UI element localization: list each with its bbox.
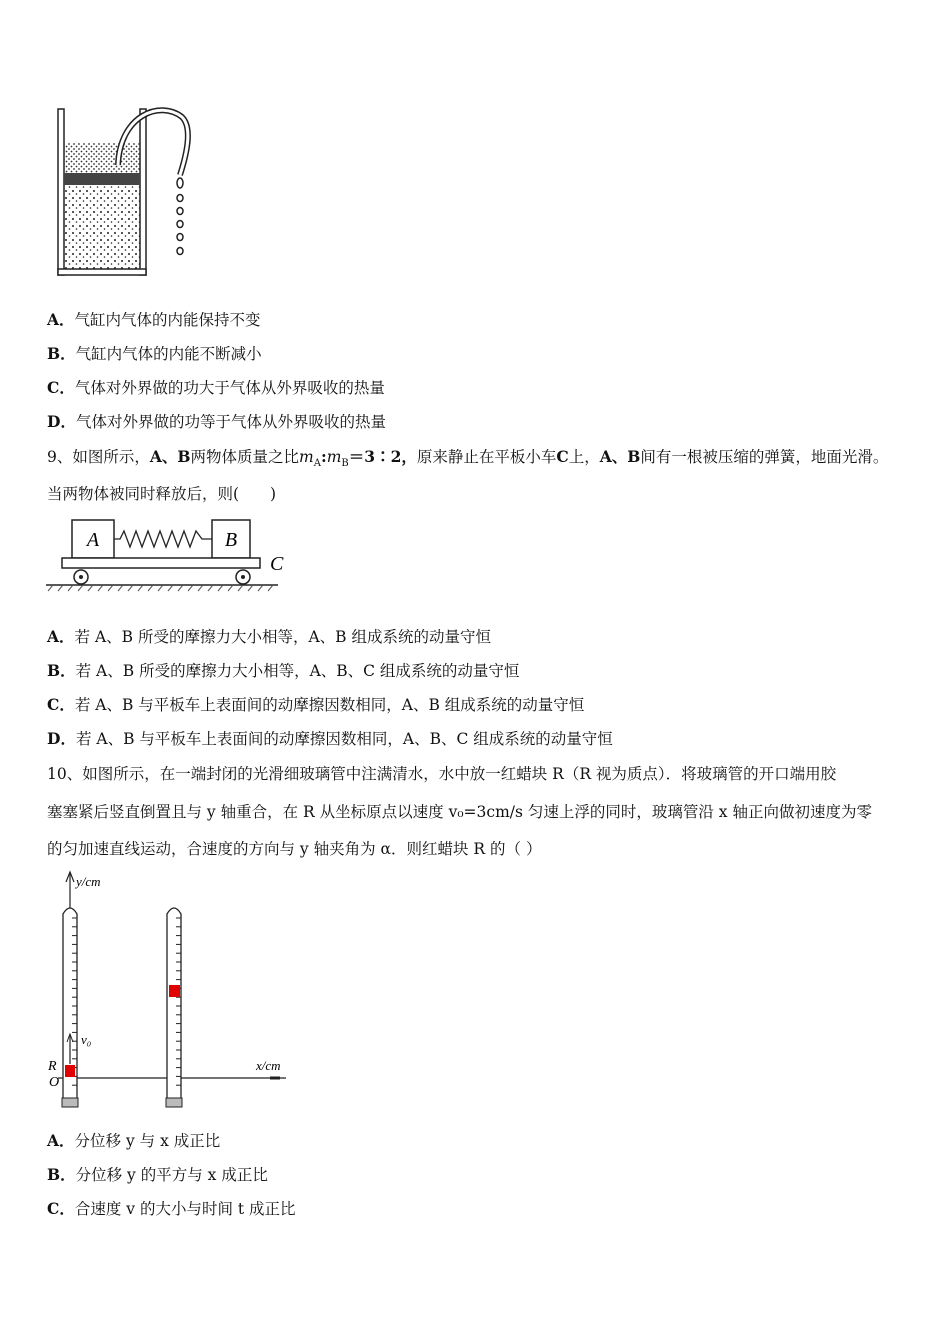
cart-figure — [44, 516, 294, 596]
x-axis-label: x/cm — [256, 1058, 281, 1073]
q9-option-b: B．若 A、B 所受的摩擦力大小相等，A、B、C 组成系统的动量守恒 — [47, 661, 520, 680]
q8-option-b: B．气缸内气体的内能不断减小 — [47, 344, 262, 363]
q10-stem-line2: 塞塞紧后竖直倒置且与 y 轴重合，在 R 从坐标原点以速度 v₀=3cm/s 匀速上浮的同时，玻璃管沿 x 轴正向做初速度为零 — [47, 803, 872, 821]
y-axis-label: y/cm — [76, 874, 101, 889]
q9-option-c: C．若 A、B 与平板车上表面间的动摩擦因数相同，A、B 组成系统的动量守恒 — [47, 695, 585, 714]
q9-stem-line2: 当两物体被同时释放后，则( ) — [47, 485, 277, 503]
q10-option-b: B．分位移 y 的平方与 x 成正比 — [47, 1165, 268, 1184]
q9-option-d: D．若 A、B 与平板车上表面间的动摩擦因数相同，A、B、C 组成系统的动量守恒 — [47, 729, 613, 748]
tube-figure — [44, 868, 294, 1114]
r-label: R — [48, 1059, 57, 1074]
q8-option-d: D．气体对外界做的功等于气体从外界吸收的热量 — [47, 412, 386, 431]
block-a-label: A — [86, 529, 100, 551]
q8-option-a: A．气缸内气体的内能保持不变 — [47, 310, 261, 329]
block-b-label: B — [224, 529, 238, 551]
v0-label: v₀ — [81, 1032, 92, 1047]
q10-stem-line1: 10、如图所示，在一端封闭的光滑细玻璃管中注满清水，水中放一红蜡块 R（R 视为质点）．将玻璃管的开口端用胶 — [47, 765, 837, 783]
q9-option-a: A．若 A、B 所受的摩擦力大小相等，A、B 组成系统的动量守恒 — [47, 627, 491, 646]
q10-stem-line3: 的匀加速直线运动，合速度的方向与 y 轴夹角为 α．则红蜡块 R 的（ ） — [47, 840, 542, 858]
q10-option-c: C．合速度 v 的大小与时间 t 成正比 — [47, 1199, 296, 1218]
q9-stem: 9、如图所示，A、B两物体质量之比$m_A:m_B=3∶2$，原来静止在平板小车C上，A、B间有一根被压缩的弹簧，地面光滑。 — [47, 447, 889, 470]
q10-option-a: A．分位移 y 与 x 成正比 — [47, 1131, 221, 1150]
cart-c-label: C — [270, 553, 284, 575]
origin-label: O — [49, 1075, 60, 1090]
q8-option-c: C．气体对外界做的功大于气体从外界吸收的热量 — [47, 378, 385, 397]
cylinder-figure — [50, 105, 200, 280]
